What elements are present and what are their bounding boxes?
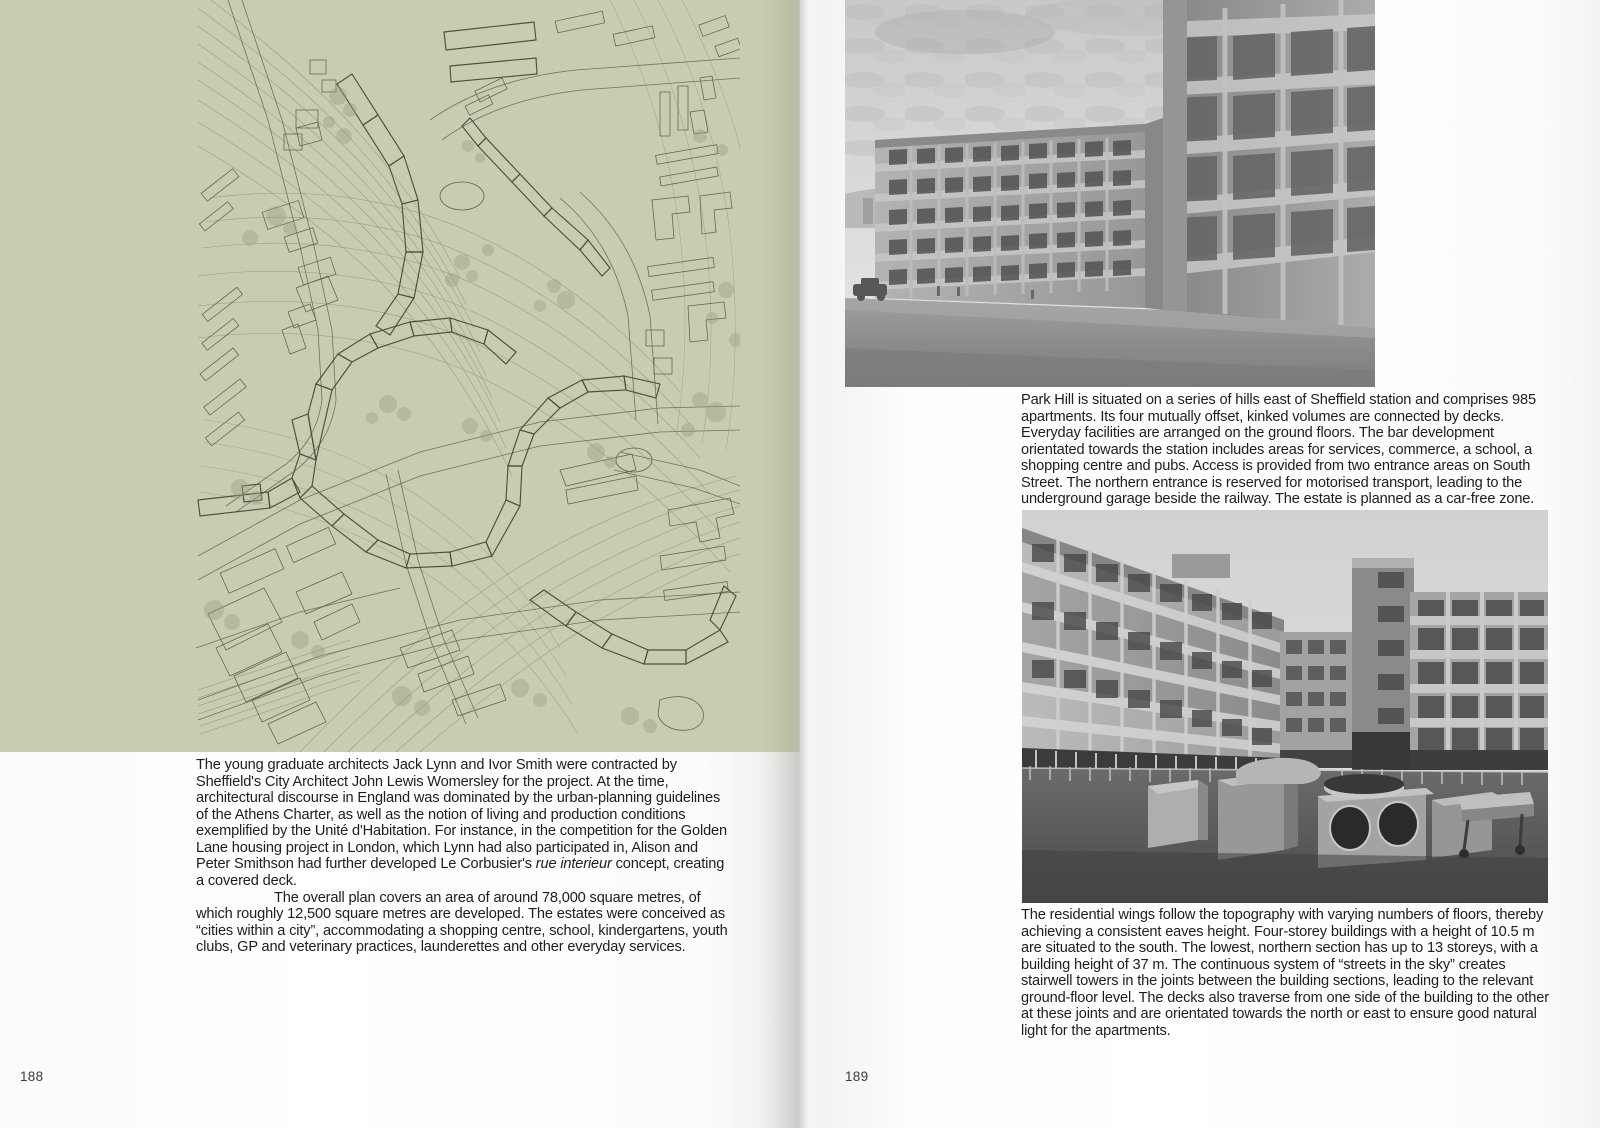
caption-bottom-text: The residential wings follow the topography with varying numbers of floors, thereby achieving a consistent eaves height. Four-storey buildings with a height of 10.5 m are situated to the south. The lowest, northern section has up to 13 storeys, with a building height of 37 m. The continuous system of “streets in the sky” creates stairwell towers in the joints between the building sections, leading to the relevant ground-floor level. The decks also traverse from one side of the building to the other at these joints and are orientated towards the north or east to ensure good natural light for the apartments. [1021, 907, 1549, 1039]
page-number-left: 188 [20, 1069, 44, 1084]
park-hill-courtyard-historic-photo [845, 0, 1375, 387]
caption-top-text: Park Hill is situated on a series of hills east of Sheffield station and comprises 985 apartments. Its four mutually offset, kinked volumes are connected by decks. Everyday facilities are arranged on the ground floors. The bar development orientated towards the station includes areas for services, commerce, a school, a shopping centre and pubs. Access is provided from two entrance areas on South Street. The northern entrance is reserved for motorised transport, leading to the underground garage beside the railway. The estate is planned as a car-free zone. [1021, 392, 1536, 508]
paragraph-architects-part-a: The young graduate architects Jack Lynn and Ivor Smith were contracted by Sheffield's City Architect John Lewis Womersley for the project. At the time, architectural discourse in England was dominated by the urban-planning guidelines of the Athens Charter, as well as the notion of living and production conditions exemplified by the Unité d'Habitation. For instance, in the competition for the Golden Lane housing project in London, which Lynn had also participated in, Alison and Peter Smithson had further developed Le Corbusier's [196, 757, 727, 873]
paragraph-architects-part-b: concept, creating a covered deck. [196, 856, 725, 889]
caption-bottom [1021, 907, 1553, 1040]
page-number-right: 189 [845, 1069, 869, 1084]
paragraph-overall-plan: The overall plan covers an area of around 78,000 square metres, of which roughly 12,500 square metres are developed. The estates were conceived as “cities within a city”, accommodating a shopping centre, school, kindergartens, youth clubs, GP and veterinary practices, launderettes and other everyday services. [196, 889, 728, 956]
photo-top-graphic [845, 0, 1375, 387]
caption-top [1021, 392, 1551, 508]
left-page-body-text [196, 757, 731, 956]
term-rue-interieur: rue interieur [535, 856, 612, 873]
site-plan-figure [0, 0, 800, 752]
photo-bottom-graphic [1022, 510, 1548, 903]
park-hill-ventilation-shafts-photo [1022, 510, 1548, 903]
site-plan-drawing [0, 0, 800, 752]
paragraph-architects [196, 757, 731, 890]
